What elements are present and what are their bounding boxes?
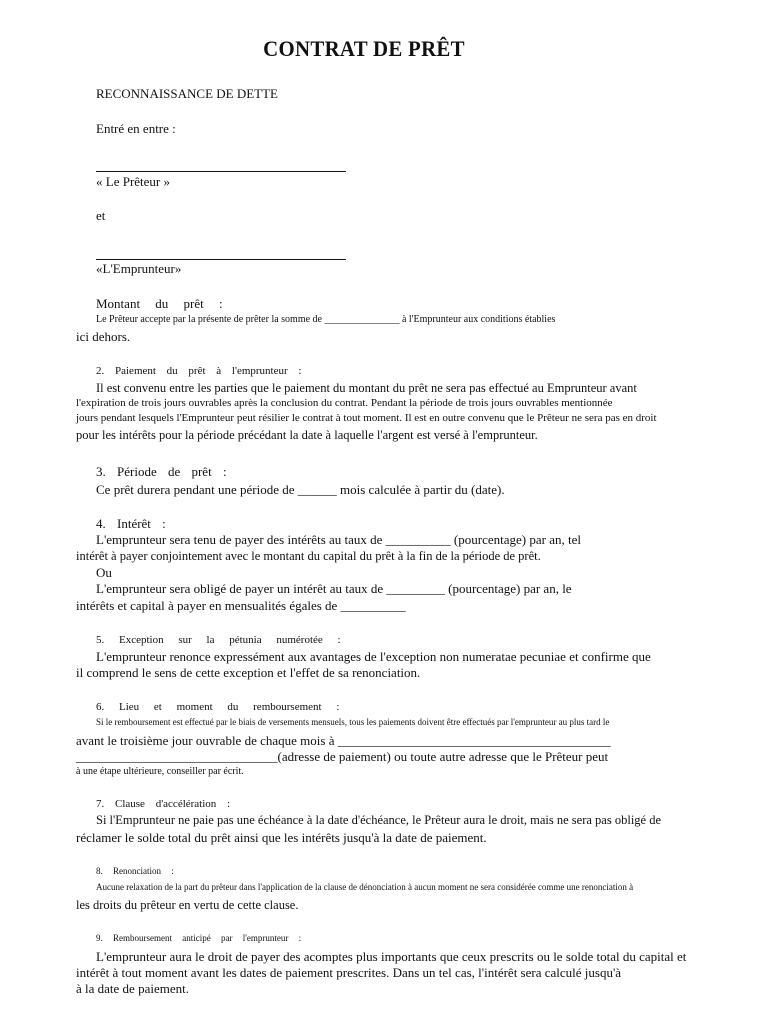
section-6-text: Si le remboursement est effectué par le biais de versements mensuels, tous les paiements doivent être effectués par l'emprunteur au plus tard le <box>96 717 610 727</box>
section-5-text: il comprend le sens de cette exception et l'effet de sa renonciation. <box>76 665 421 680</box>
section-4-text: L'emprunteur sera tenu de payer des intérêts au taux de __________ (pourcentage) par an, tel <box>96 532 581 547</box>
section-6-heading: 6. Lieu et moment du remboursement : <box>96 701 340 713</box>
section-4-text: L'emprunteur sera obligé de payer un intérêt au taux de _________ (pourcentage) par an, le <box>96 581 572 596</box>
section-8-text: Aucune relaxation de la part du prêteur dans l'application de la clause de dénonciation à aucun moment ne sera considérée comme une renonciation à <box>96 882 634 892</box>
section-6-text: _______________________________(adresse de paiement) ou toute autre adresse que le Prêteur peut <box>76 749 609 764</box>
section-2-text: Il est convenu entre les parties que le paiement du montant du prêt ne sera pas effectué au Emprunteur avant <box>96 381 637 395</box>
section-8-text: les droits du prêteur en vertu de cette clause. <box>76 898 299 912</box>
section-2-text: l'expiration de trois jours ouvrables après la conclusion du contrat. Pendant la période de trois jours ouvrables mentionnée <box>76 397 613 409</box>
section-3-text: Ce prêt durera pendant une période de ______ mois calculée à partir du (date). <box>96 482 505 497</box>
section-5-heading: 5. Exception sur la pétunia numérotée : <box>96 634 341 646</box>
section-2-heading: 2. Paiement du prêt à l'emprunteur : <box>96 365 302 377</box>
section-7-text: Si l'Emprunteur ne paie pas une échéance à la date d'échéance, le Prêteur aura le droit, mais ne sera pas obligé de <box>96 813 662 827</box>
section-7-heading: 7. Clause d'accélération : <box>96 798 231 810</box>
conjunction-et: et <box>96 208 106 223</box>
section-1-text: Le Prêteur accepte par la présente de prêter la somme de _______________ à l'Emprunteur aux conditions établies <box>96 314 556 325</box>
section-1-heading: Montant du prêt : <box>96 296 223 311</box>
section-4-or: Ou <box>96 565 112 580</box>
section-1-text: ici dehors. <box>76 329 131 344</box>
parties-intro: Entré en entre : <box>96 121 176 136</box>
section-3-heading: 3. Période de prêt : <box>96 464 227 479</box>
section-8-heading: 8. Renonciation : <box>96 866 174 876</box>
section-9-text: à la date de paiement. <box>76 981 189 996</box>
lender-signature-line <box>96 171 346 172</box>
lender-label: « Le Prêteur » <box>96 174 171 189</box>
document-subtitle: RECONNAISSANCE DE DETTE <box>96 86 278 101</box>
section-9-text: L'emprunteur aura le droit de payer des acomptes plus importants que ceux prescrits ou le solde total du capital et <box>96 949 687 964</box>
section-4-heading: 4. Intérêt : <box>96 516 166 531</box>
section-9-text: intérêt à tout moment avant les dates de paiement prescrites. Dans un tel cas, l'intérêt sera calculé jusqu'à <box>76 965 622 980</box>
section-2-text: pour les intérêts pour la période précédant la date à laquelle l'argent est versé à l'emprunteur. <box>76 428 538 442</box>
section-2-text: jours pendant lesquels l'Emprunteur peut résilier le contrat à tout moment. Il est en outre convenu que le Prêteur ne sera pas en droit <box>76 412 657 424</box>
borrower-signature-line <box>96 259 346 260</box>
section-9-heading: 9. Remboursement anticipé par l'emprunteur : <box>96 933 302 943</box>
section-4-text: intérêts et capital à payer en mensualités égales de __________ <box>76 598 406 613</box>
page-title: CONTRAT DE PRÊT <box>263 36 465 61</box>
section-6-text: avant le troisième jour ouvrable de chaque mois à __________________________________________ <box>76 733 611 748</box>
section-4-text: intérêt à payer conjointement avec le montant du capital du prêt à la fin de la période de prêt. <box>76 549 541 563</box>
section-5-text: L'emprunteur renonce expressément aux avantages de l'exception non numeratae pecuniae et confirme que <box>96 649 651 664</box>
borrower-label: «L'Emprunteur» <box>96 261 182 276</box>
section-7-text: réclamer le solde total du prêt ainsi que les intérêts jusqu'à la date de paiement. <box>76 830 487 845</box>
section-6-text: à une étape ultérieure, conseiller par écrit. <box>76 766 244 777</box>
